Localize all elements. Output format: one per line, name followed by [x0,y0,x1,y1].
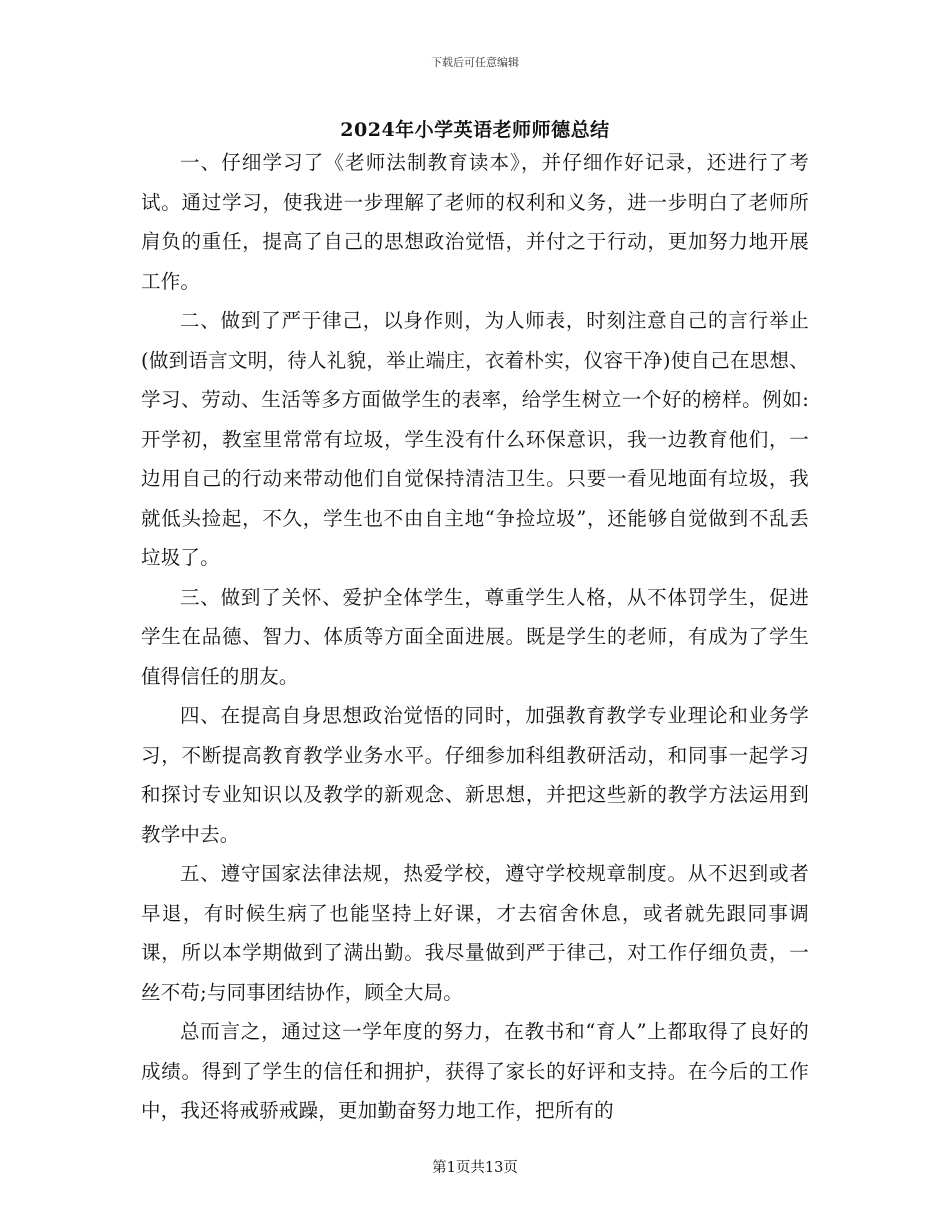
paragraph-2: 二、做到了严于律己，以身作则，为人师表，时刻注意自己的言行举止(做到语言文明，待人礼貌，举止端庄，衣着朴实，仪容干净)使自己在思想、学习、劳动、生活等多方面做学生的表率，给学生树立一个好的榜样。例如:开学初，教室里常常有垃圾，学生没有什么环保意识，我一边教育他们，一边用自己的行动来带动他们自觉保持清洁卫生。只要一看见地面有垃圾，我就低头捡起，不久，学生也不由自主地“争捡垃圾”，还能够自觉做到不乱丢垃圾了。 [141,309,809,569]
page-number-footer: 第1页共13页 [432,1160,518,1176]
paragraph-6: 总而言之，通过这一学年度的努力，在教书和“育人”上都取得了良好的成绩。得到了学生的信任和拥护，获得了家长的好评和支持。在今后的工作中，我还将戒骄戒躁，更加勤奋努力地工作，把所有的 [141,1020,809,1122]
document-title: 2024年小学英语老师师德总结 [340,119,610,141]
paragraph-3: 三、做到了关怀、爱护全体学生，尊重学生人格，从不体罚学生，促进学生在品德、智力、体质等方面全面进展。既是学生的老师，有成为了学生值得信任的朋友。 [141,585,809,688]
paragraph-4: 四、在提高自身思想政治觉悟的同时，加强教育教学专业理论和业务学习，不断提高教育教学业务水平。仔细参加科组教研活动，和同事一起学习和探讨专业知识以及教学的新观念、新思想，并把这些新的教学方法运用到教学中去。 [141,704,809,846]
paragraph-1: 一、仔细学习了《老师法制教育读本》，并仔细作好记录，还进行了考试。通过学习，使我进一步理解了老师的权利和义务，进一步明白了老师所肩负的重任，提高了自己的思想政治觉悟，并付之于行动，更加努力地开展工作。 [141,151,809,293]
header-note: 下载后可任意编辑 [431,56,519,69]
paragraph-5: 五、遵守国家法律法规，热爱学校，遵守学校规章制度。从不迟到或者早退，有时候生病了也能坚持上好课，才去宿舍休息，或者就先跟同事调课，所以本学期做到了满出勤。我尽量做到严于律己，对工作仔细负责，一丝不苟;与同事团结协作，顾全大局。 [141,862,809,1004]
document-body [141,143,809,1131]
